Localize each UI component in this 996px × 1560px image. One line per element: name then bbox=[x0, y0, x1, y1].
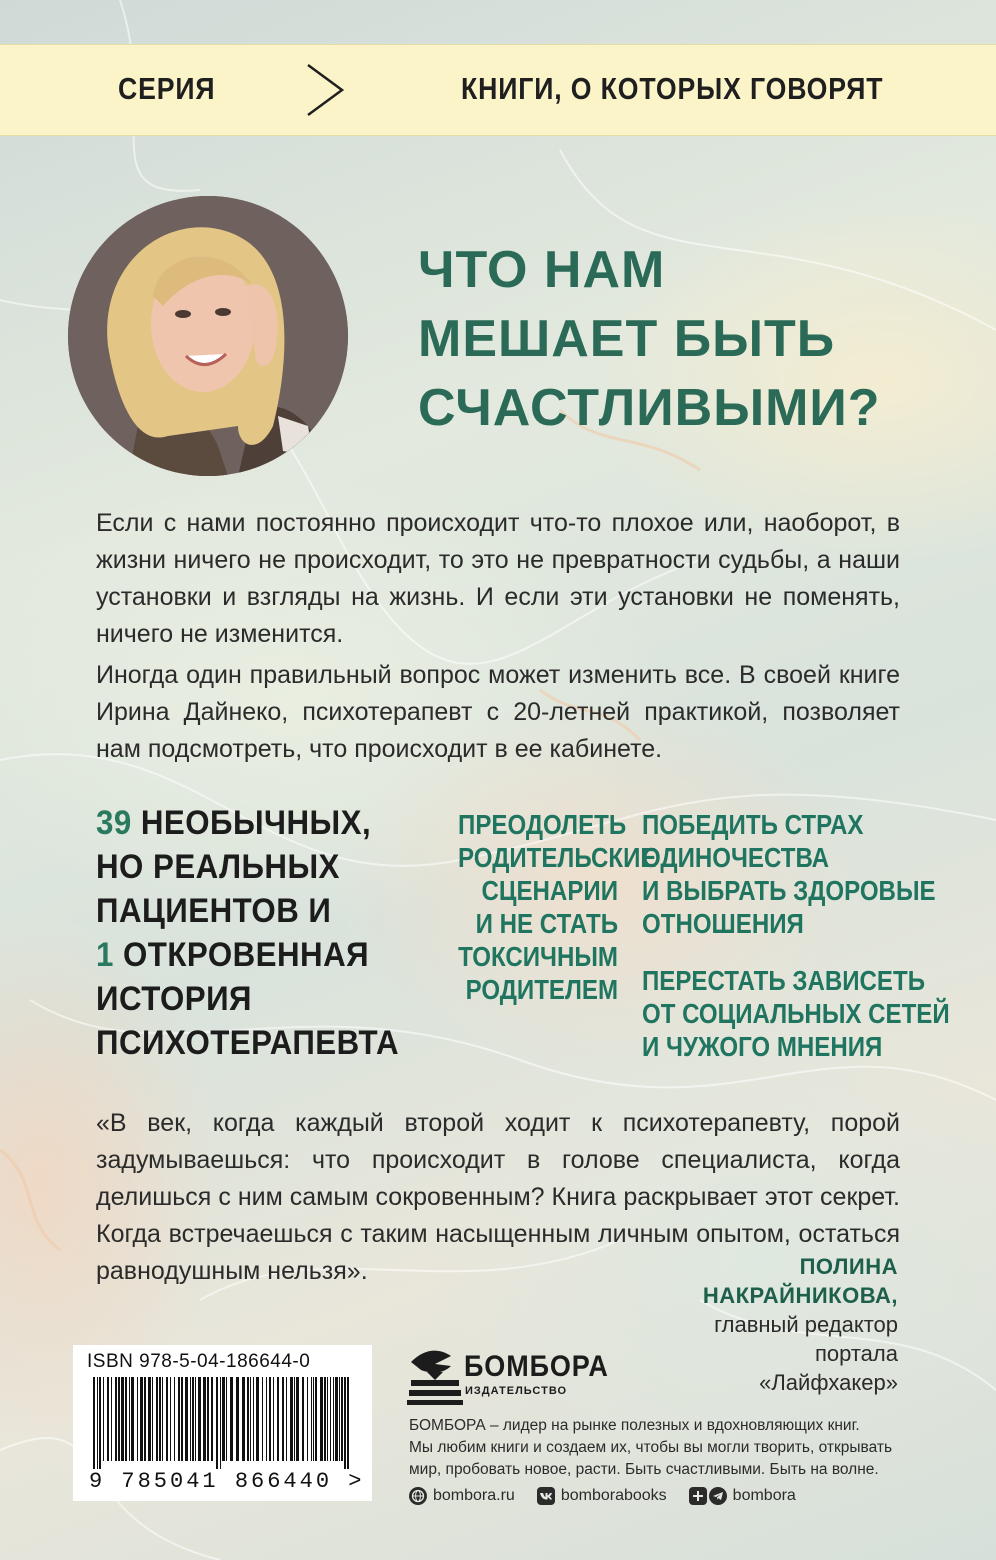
barcode-bar bbox=[174, 1377, 175, 1461]
plus-icon bbox=[689, 1487, 707, 1505]
barcode-bar bbox=[181, 1377, 183, 1461]
barcode-bar bbox=[230, 1377, 233, 1461]
claim-text: ПСИХОТЕРАПЕВТА bbox=[96, 1024, 400, 1062]
barcode-bar bbox=[198, 1377, 201, 1461]
social-link-telegram[interactable] bbox=[689, 1487, 796, 1505]
claim-text: ОТКРОВЕННАЯ bbox=[113, 936, 370, 974]
social-label: bombora bbox=[732, 1487, 796, 1504]
barcode-bar bbox=[269, 1377, 271, 1461]
barcode-bar bbox=[148, 1377, 151, 1461]
benefit-line: ТОКСИЧНЫМ bbox=[458, 941, 618, 972]
social-link-vk[interactable] bbox=[537, 1487, 667, 1505]
barcode-bar bbox=[131, 1377, 134, 1461]
barcode-bar bbox=[330, 1377, 331, 1461]
benefit-line: ПОБЕДИТЬ СТРАХ bbox=[642, 809, 864, 840]
barcode-bar bbox=[335, 1377, 338, 1461]
headline-line: ЧТО НАМ bbox=[418, 241, 666, 299]
benefit-line: ОТ СОЦИАЛЬНЫХ СЕТЕЙ bbox=[642, 998, 950, 1029]
barcode-bar bbox=[256, 1377, 259, 1461]
benefit-line: ОТНОШЕНИЯ bbox=[642, 908, 804, 939]
barcode-bar bbox=[247, 1377, 249, 1461]
barcode-bar bbox=[121, 1377, 124, 1461]
barcode-bar bbox=[159, 1377, 161, 1461]
barcode-bar bbox=[211, 1377, 213, 1461]
description-paragraph: Если с нами постоянно происходит что-то плохое или, наоборот, в жизни ничего не происходит, то это не превратности судьбы, а наши установки и взгляды на жизнь. И если эти установки не поменять, ничего не изменится. bbox=[96, 509, 900, 648]
barcode-bar bbox=[302, 1377, 304, 1461]
barcode-bar bbox=[222, 1377, 225, 1461]
barcode-bar bbox=[333, 1377, 334, 1461]
barcode-bar bbox=[103, 1377, 104, 1461]
series-name: КНИГИ, О КОТОРЫХ ГОВОРЯТ bbox=[461, 71, 884, 106]
claim-number: 39 bbox=[96, 804, 132, 842]
barcode-bar bbox=[262, 1377, 263, 1461]
barcode-bar bbox=[341, 1377, 343, 1461]
quote-author bbox=[640, 1252, 898, 1310]
barcode-bar bbox=[311, 1377, 312, 1461]
benefit-line: СЦЕНАРИИ bbox=[481, 875, 618, 906]
barcode-bar bbox=[156, 1377, 158, 1461]
headline-line: СЧАСТЛИВЫМИ? bbox=[418, 379, 881, 437]
globe-icon bbox=[409, 1487, 427, 1505]
barcode-bar bbox=[315, 1377, 317, 1461]
barcode-bar bbox=[296, 1377, 299, 1461]
claim-block bbox=[96, 801, 456, 1065]
barcode-bar bbox=[324, 1377, 326, 1461]
benefit-line: И НЕ СТАТЬ bbox=[475, 908, 618, 939]
barcode-bar bbox=[118, 1377, 120, 1461]
benefit-social-media bbox=[642, 964, 950, 1063]
claim-text: ПАЦИЕНТОВ И bbox=[96, 892, 332, 930]
barcode-bar bbox=[129, 1377, 130, 1461]
barcode-bar bbox=[178, 1377, 180, 1461]
headline-line: МЕШАЕТ БЫТЬ bbox=[418, 310, 836, 368]
barcode-bar bbox=[203, 1377, 206, 1461]
barcode-bar bbox=[97, 1377, 98, 1469]
publisher-name: БОМБОРА bbox=[464, 1350, 609, 1383]
barcode-bar bbox=[107, 1377, 109, 1461]
barcode-bar bbox=[170, 1377, 171, 1461]
benefit-line: И ВЫБРАТЬ ЗДОРОВЫЕ bbox=[642, 875, 936, 906]
claim-text: НО РЕАЛЬНЫХ bbox=[96, 848, 340, 886]
barcode-bar bbox=[250, 1377, 251, 1461]
barcode-bar bbox=[339, 1377, 340, 1461]
barcode-bar bbox=[344, 1377, 346, 1469]
quote-role-line: портала bbox=[814, 1341, 898, 1366]
claim-text: НЕОБЫЧНЫХ, bbox=[131, 804, 372, 842]
vk-icon bbox=[537, 1487, 555, 1505]
barcode-bar bbox=[115, 1377, 117, 1461]
review-quote: «В век, когда каждый второй ходит к психотерапевту, порой задумываешься: что происходит в голове специалиста, когда делишься с ним самым сокровенным? Книга раскрывает этот секрет. Когда встречаешься с таким насыщенным личным опытом, остаться равнодушным нельзя». bbox=[96, 1109, 900, 1285]
barcode-bar bbox=[242, 1377, 245, 1461]
author-photo bbox=[68, 196, 348, 476]
barcode-bar bbox=[277, 1377, 279, 1461]
barcode-bar bbox=[152, 1377, 153, 1461]
barcode-bar bbox=[236, 1377, 239, 1461]
quote-role-line: «Лайфхакер» bbox=[759, 1370, 898, 1395]
claim-number: 1 bbox=[96, 936, 114, 974]
barcode-bar bbox=[320, 1377, 323, 1461]
series-label: СЕРИЯ bbox=[118, 71, 216, 106]
benefit-line: РОДИТЕЛЕМ bbox=[465, 974, 618, 1005]
publisher-description-line: мир, пробовать новое, расти. Быть счастливыми. Быть на волне. bbox=[409, 1461, 879, 1478]
barcode-bar bbox=[313, 1377, 314, 1461]
barcode-bar bbox=[307, 1377, 308, 1461]
barcode-bar bbox=[273, 1377, 274, 1461]
barcode-bar bbox=[192, 1377, 194, 1461]
barcode-bar bbox=[195, 1377, 196, 1461]
barcode-bar bbox=[290, 1377, 293, 1461]
telegram-icon bbox=[709, 1487, 727, 1505]
barcode-bar bbox=[99, 1377, 101, 1469]
quote-role-line: главный редактор bbox=[714, 1312, 898, 1337]
publisher-subtitle: ИЗДАТЕЛЬСТВО bbox=[465, 1385, 568, 1397]
barcode-bar bbox=[93, 1377, 95, 1469]
benefit-line: И ЧУЖОГО МНЕНИЯ bbox=[642, 1031, 883, 1062]
quote-author-line: ПОЛИНА bbox=[799, 1254, 898, 1279]
publisher-description bbox=[409, 1415, 949, 1481]
barcode-bar bbox=[216, 1377, 218, 1469]
description-paragraph: Иногда один правильный вопрос может изменить все. В своей книге Ирина Дайнеко, психотерапевт с 20-летней практикой, позволяет нам подсмотреть, что происходит в ее кабинете. bbox=[96, 661, 900, 763]
claim-text: ИСТОРИЯ bbox=[96, 980, 253, 1018]
barcode-bar bbox=[166, 1377, 168, 1461]
barcode-bar bbox=[162, 1377, 163, 1461]
barcode-bar bbox=[111, 1377, 112, 1461]
chevron-right-icon bbox=[302, 61, 348, 119]
publisher-description-line: БОМБОРА – лидер на рынке полезных и вдохновляющих книг. bbox=[409, 1417, 860, 1434]
barcode-digits: 9 785041 866440 > bbox=[89, 1469, 365, 1494]
barcode bbox=[73, 1345, 372, 1501]
headline bbox=[418, 236, 958, 443]
benefit-loneliness bbox=[642, 808, 942, 940]
barcode-bar bbox=[137, 1377, 138, 1461]
barcode-bar bbox=[294, 1377, 295, 1461]
isbn-number: ISBN 978-5-04-186644-0 bbox=[87, 1351, 311, 1372]
barcode-bar bbox=[185, 1377, 188, 1461]
barcode-bar bbox=[282, 1377, 284, 1461]
barcode-bar bbox=[226, 1377, 227, 1461]
barcode-bar bbox=[190, 1377, 191, 1461]
social-link-website[interactable] bbox=[409, 1487, 515, 1505]
social-label: bomborabooks bbox=[560, 1487, 667, 1504]
benefit-line: ОДИНОЧЕСТВА bbox=[642, 842, 830, 873]
barcode-bar bbox=[144, 1377, 146, 1461]
benefit-line: ПЕРЕСТАТЬ ЗАВИСЕТЬ bbox=[642, 965, 926, 996]
publisher-description-line: Мы любим книги и создаем их, чтобы вы могли творить, открывать bbox=[409, 1439, 893, 1456]
barcode-bar bbox=[266, 1377, 267, 1461]
barcode-bar bbox=[327, 1377, 328, 1461]
series-band bbox=[0, 44, 996, 136]
benefit-line: РОДИТЕЛЬСКИЕ bbox=[458, 842, 657, 873]
barcode-bar bbox=[207, 1377, 209, 1461]
barcode-bars bbox=[87, 1377, 359, 1469]
barcode-bar bbox=[220, 1377, 221, 1469]
barcode-bar bbox=[140, 1377, 143, 1461]
social-label: bombora.ru bbox=[433, 1487, 515, 1504]
social-links bbox=[409, 1484, 818, 1508]
benefit-parenting bbox=[432, 808, 657, 1006]
barcode-bar bbox=[347, 1377, 349, 1469]
barcode-bar bbox=[286, 1377, 287, 1461]
barcode-bar bbox=[253, 1377, 254, 1461]
benefit-line: ПРЕОДОЛЕТЬ bbox=[458, 809, 627, 840]
barcode-bar bbox=[125, 1377, 127, 1461]
quote-author-role bbox=[640, 1310, 898, 1397]
quote-author-line: НАКРАЙНИКОВА, bbox=[702, 1283, 898, 1308]
